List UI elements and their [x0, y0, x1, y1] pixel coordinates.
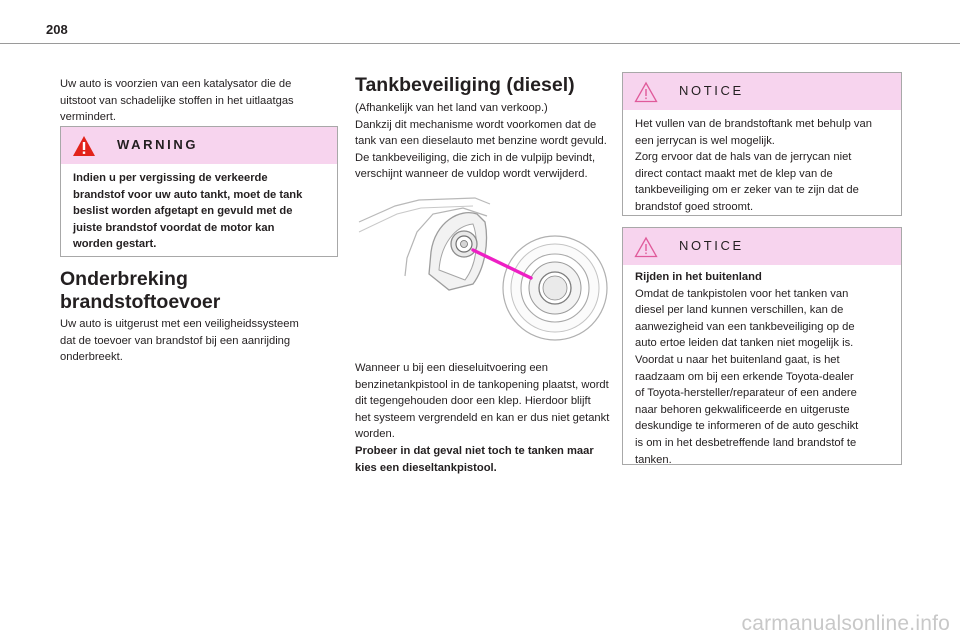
notice-box-abroad — [622, 227, 902, 465]
warning-triangle-icon — [72, 135, 96, 157]
section-heading-diesel-protection: Tankbeveiliging (diesel) — [355, 74, 575, 96]
diesel-advice-line: kies een dieseltankpistool. — [355, 461, 497, 474]
notice-box-jerrycan — [622, 72, 902, 216]
diesel-advice-line: Probeer in dat geval niet toch te tanken maar — [355, 444, 594, 457]
notice-title: NOTICE — [679, 238, 744, 253]
warning-title: WARNING — [117, 137, 199, 152]
notice-triangle-icon — [634, 81, 658, 103]
page-number: 208 — [46, 22, 68, 37]
section-heading-fuel-cutoff: Onderbreking brandstoftoevoer — [60, 268, 221, 313]
header-rule — [0, 43, 960, 44]
notice-box-header — [623, 73, 901, 110]
notice-triangle-icon — [634, 236, 658, 258]
notice-abroad-subheading: Rijden in het buitenland — [635, 271, 762, 283]
notice-abroad-text: Rijden in het buitenland Omdat de tankpistolen voor het tanken van diesel per land kunnen verschillen, kan de aanwezigheid van een tankbeveiliging op de auto ertoe leiden dat tanken niet mogelijk is. Voordat u naar het buitenland gaat, is het raadzaam om bij een erkende Toyota-dealer of Toyota-hersteller/reparateur of een andere naar behoren gekwalificeerde en uitgeruste deskundige te informeren of de auto geschikt is om in het desbetreffende land brandstof te tanken. — [635, 269, 889, 468]
fuel-filler-illustration — [355, 192, 623, 344]
watermark: carmanualsonline.info — [741, 612, 950, 635]
fuel-cutoff-paragraph: Uw auto is uitgerust met een veiligheidssysteem dat de toevoer van brandstof bij een aanrijding onderbreekt. — [60, 318, 299, 364]
warning-box-header — [61, 127, 337, 164]
warning-text: Indien u per vergissing de verkeerde brandstof voor uw auto tankt, moet de tank beslist worden afgetapt en gevuld met de juiste brandstof voordat de motor kan worden gestart. — [73, 172, 303, 251]
notice-jerrycan-text: Het vullen van de brandstoftank met behulp van een jerrycan is wel mogelijk. Zorg ervoor dat de hals van de jerrycan niet direct contact maakt met de klep van de tankbeveiliging om er zeker van te zijn dat de brandstof goed stroomt. — [635, 118, 872, 213]
warning-box — [60, 126, 338, 257]
notice-box-header — [623, 228, 901, 265]
intro-paragraph: Uw auto is voorzien van een katalysator die de uitstoot van schadelijke stoffen in het uitlaatgas vermindert. — [60, 78, 294, 124]
diesel-body-paragraph: Wanneer u bij een dieseluitvoering een benzinetankpistool in de tankopening plaatst, wordt dit tegengehouden door een klep. Hierdoor blijft het systeem vergrendeld en kan er dus niet getankt worden. Probeer in dat geval niet toch te tanken maar kies een dieseltankpistool. — [355, 360, 609, 476]
notice-title: NOTICE — [679, 83, 744, 98]
diesel-intro-paragraph: (Afhankelijk van het land van verkoop.) Dankzij dit mechanisme wordt voorkomen dat de tank van een dieselauto met benzine wordt gevuld. De tankbeveiliging, die zich in de vulpijp bevindt, verschijnt wanneer de vuldop wordt verwijderd. — [355, 102, 607, 181]
